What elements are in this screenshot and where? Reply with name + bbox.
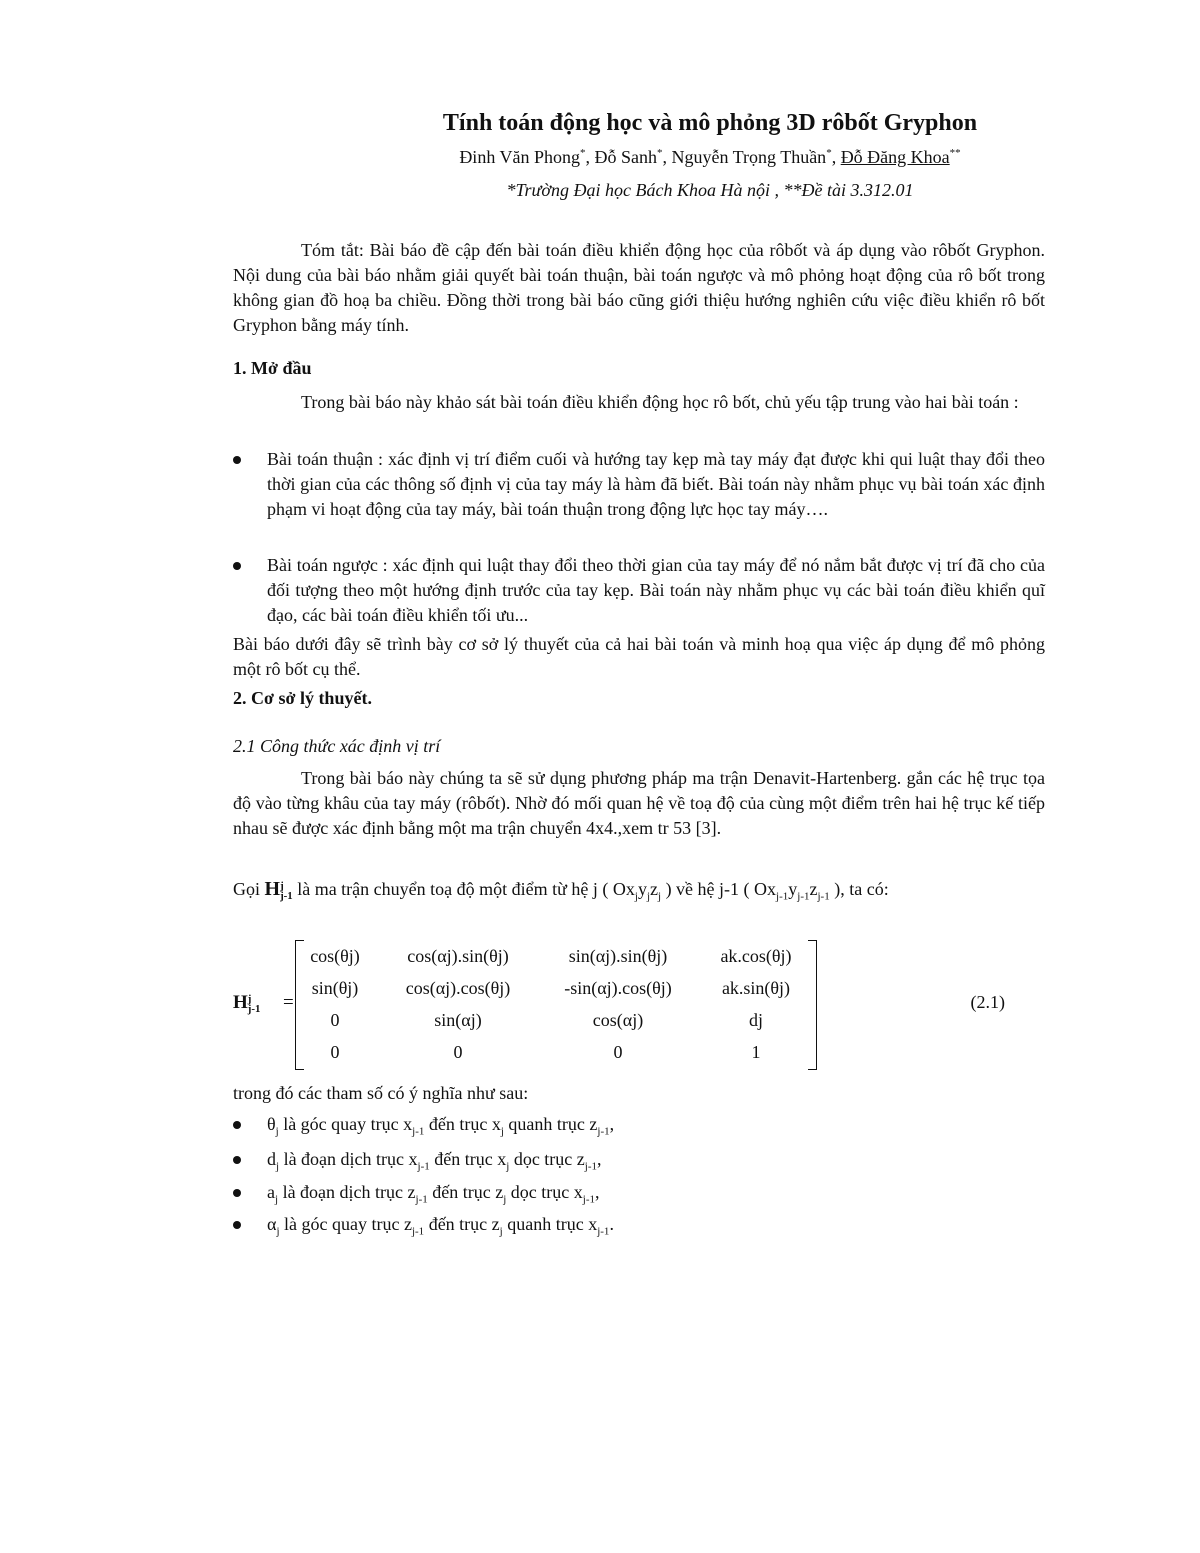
goi-paragraph: Gọi H j j-1 là ma trận chuyển toạ độ một điểm từ hệ j ( $Ox_jy_jz_j$ ) về hệ j-1 ( $Ox_{j-1}y_{j-1}z_{j-1}$ ), ta có: xyxy=(233,878,889,903)
bullet-icon xyxy=(233,1189,241,1197)
section-1-heading: 1. Mở đầu xyxy=(233,358,312,378)
author-2: Đỗ Sanh xyxy=(594,147,657,167)
section-1-intro: Trong bài báo này khảo sát bài toán điều khiển động học rô bốt, chủ yếu tập trung vào hai bài toán : xyxy=(301,392,1019,412)
list-item: $\alpha_j$ là góc quay trục $z_{j-1}$ đến trục $z_j$ quanh trục $x_{j-1}$. xyxy=(233,1212,1045,1245)
matrix-cell: sin(αj) xyxy=(434,1010,482,1030)
bullet-icon xyxy=(233,1221,241,1229)
matrix-cell: 0 xyxy=(330,1042,340,1062)
matrix-cell: cos(αj) xyxy=(592,1010,644,1030)
matrix-cell: 0 xyxy=(613,1042,623,1062)
matrix-cell: 1 xyxy=(751,1042,761,1062)
list-item: $a_j$ là đoạn dịch trục $z_{j-1}$ đến trục $z_j$ dọc trục $x_{j-1}$, xyxy=(233,1180,1045,1213)
author-1: Đinh Văn Phong xyxy=(459,147,580,167)
abstract: Tóm tắt: Bài báo đề cập đến bài toán điều khiển động học của rôbốt và áp dụng vào rôbốt Gryphon. Nội dung của bài báo nhằm giải quyết bài toán thuận, bài toán ngược và mô phỏng hoạt động của rô bốt trong không gian đồ hoạ ba chiều. Đồng thời trong bài báo cũng giới thiệu hướng nghiên cứu việc điều khiển rô bốt Gryphon bằng máy tính. xyxy=(233,240,1045,335)
matrix-label: H j j-1 xyxy=(233,992,261,1015)
dh-matrix-equation: H j j-1 = cos(θj) cos(αj).sin(θj) sin(αj).sin(θj) ak.cos(θj) sin(θj) cos(αj).cos(θj) -sin(αj).cos(θj) ak.sin(θj) 0 sin(αj) cos(αj) dj 0 0 0 1 (2.1) xyxy=(233,940,1045,1070)
bullet-icon xyxy=(233,1156,241,1164)
list-item: $\theta_j$ là góc quay trục $x_{j-1}$ đến trục $x_j$ quanh trục $z_{j-1}$, xyxy=(233,1112,1045,1145)
section-2-heading: 2. Cơ sở lý thuyết. xyxy=(233,688,372,708)
matrix-cell: cos(θj) xyxy=(310,946,360,966)
matrix-cell: ak.cos(θj) xyxy=(720,946,792,966)
matrix-cell: 0 xyxy=(453,1042,463,1062)
list-item: Bài toán thuận : xác định vị trí điểm cuối và hướng tay kẹp mà tay máy đạt được khi qui luật thay đổi theo thời gian của các thông số định vị của tay máy là hàm đã biết. Bài toán này nhằm phục vụ bài toán xác định phạm vi hoạt động của tay máy, bài toán thuận trong động lực học tay máy…. xyxy=(233,447,1045,522)
list-item: $d_j$ là đoạn dịch trục $x_{j-1}$ đến trục $x_j$ dọc trục $z_{j-1}$, xyxy=(233,1147,1045,1180)
params-intro: trong đó các tham số có ý nghĩa như sau: xyxy=(233,1083,529,1103)
author-4: Đỗ Đăng Khoa xyxy=(840,147,950,167)
affiliation: *Trường Đại học Bách Khoa Hà nội , **Đề tài 3.312.01 xyxy=(506,180,914,200)
author-3: Nguyễn Trọng Thuần xyxy=(671,147,827,167)
subsection-2-1-heading: 2.1 Công thức xác định vị trí xyxy=(233,736,441,756)
equation-number: (2.1) xyxy=(970,992,1005,1012)
matrix-cell: -sin(αj).cos(θj) xyxy=(564,978,672,998)
matrix-cell: sin(θj) xyxy=(311,978,359,998)
bullet-icon xyxy=(233,1121,241,1129)
section-1-closing: Bài báo dưới đây sẽ trình bày cơ sở lý thuyết của cả hai bài toán và minh hoạ qua việc áp dụng để mô phỏng một rô bốt cụ thể. xyxy=(233,634,1045,679)
bullet-icon xyxy=(233,562,241,570)
list-item: Bài toán ngược : xác định qui luật thay đổi theo thời gian của tay máy để nó nắm bắt được vị trí đã cho của đối tượng theo một hướng định trước của tay kẹp. Bài toán này nhằm phục vụ các bài toán điều khiển quĩ đạo, các bài toán điều khiển tối ưu... xyxy=(233,553,1045,628)
section-2-paragraph: Trong bài báo này chúng ta sẽ sử dụng phương pháp ma trận Denavit-Hartenberg. gắn các hệ trục tọa độ vào từng khâu của tay máy (rôbốt). Nhờ đó mối quan hệ về toạ độ của cùng một điểm trên hai hệ trục kế tiếp nhau sẽ được xác định bằng một ma trận chuyển 4x4.,xem tr 53 [3]. xyxy=(233,768,1045,838)
matrix-cell: cos(αj).sin(θj) xyxy=(407,946,509,966)
matrix-cell: sin(αj).sin(θj) xyxy=(568,946,668,966)
author-line: Đinh Văn Phong*, Đỗ Sanh*, Nguyễn Trọng Thuần*, Đỗ Đăng Khoa** xyxy=(459,147,961,167)
paper-title: Tính toán động học và mô phỏng 3D rôbốt Gryphon xyxy=(442,110,978,136)
matrix-cell: 0 xyxy=(330,1010,340,1030)
matrix-cell: dj xyxy=(748,1010,763,1030)
bullet-icon xyxy=(233,456,241,464)
matrix-cell: ak.sin(θj) xyxy=(721,978,791,998)
matrix-cell: cos(αj).cos(θj) xyxy=(405,978,511,998)
